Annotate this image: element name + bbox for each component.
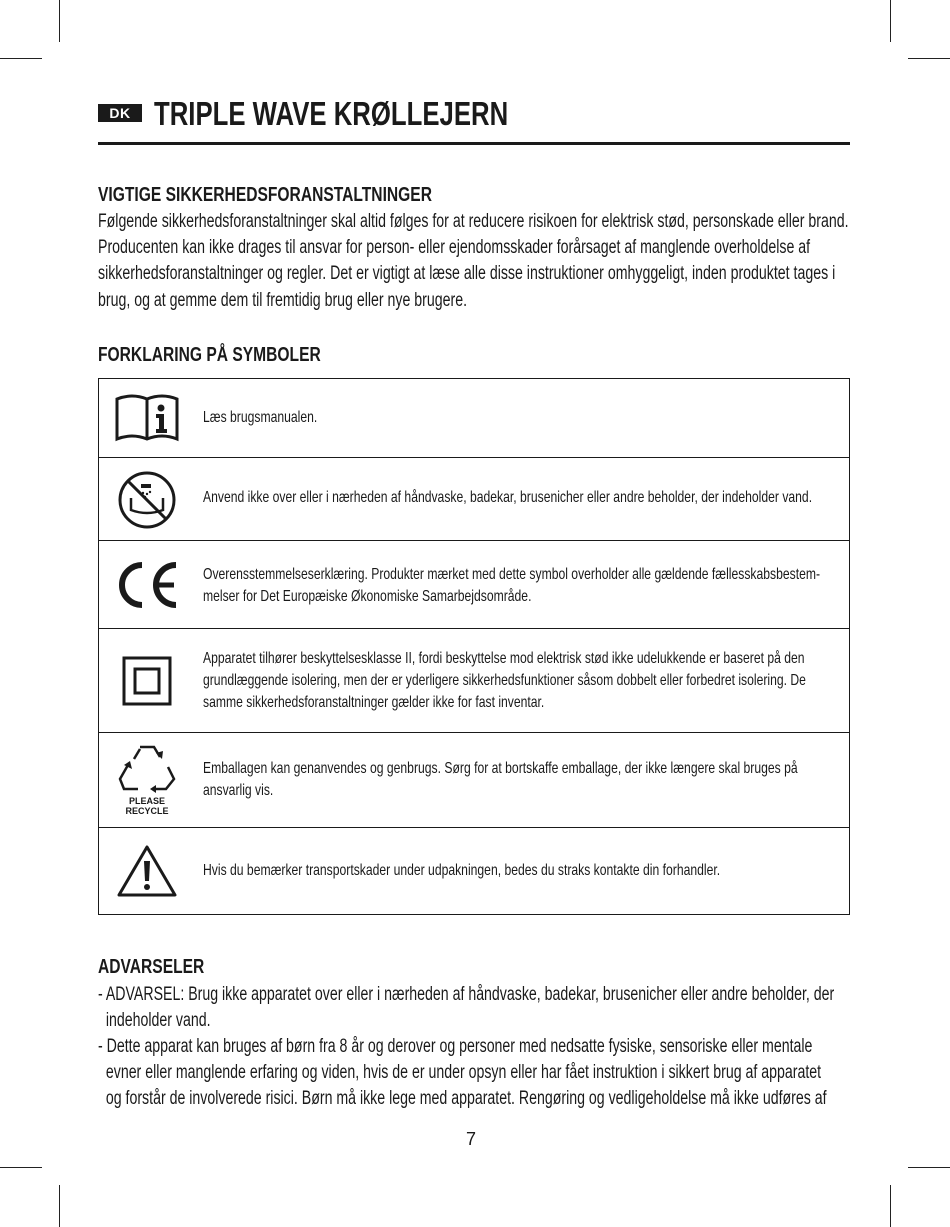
- symbol-row: [99, 828, 849, 914]
- symbols-heading: FORKLARING PÅ SYMBOLER: [98, 344, 321, 366]
- title-divider: [98, 142, 850, 145]
- safety-paragraph-line: Følgende sikkerhedsforanstaltninger skal altid følges for at reducere risikoen for elektrisk stød, personskade eller brand.: [98, 211, 849, 232]
- symbol-description: Hvis du bemærker transportskader under udpakningen, bedes du straks kontakte din forhandler.: [203, 862, 721, 879]
- safety-paragraph-line: Producenten kan ikke drages til ansvar for person- eller ejendomsskader forårsaget af manglende overholdelse af: [98, 237, 811, 258]
- warning-line: evner eller manglende erfaring og viden, hvis de er under opsyn eller har fået instruktion i sikkert brug af apparatet: [98, 1062, 822, 1083]
- crop-mark: [59, 1185, 60, 1227]
- class-ii-icon: [111, 629, 183, 733]
- page-title: TRIPLE WAVE KRØLLEJERN: [154, 95, 509, 132]
- symbol-row: [99, 733, 849, 828]
- recycle-icon: [111, 741, 183, 821]
- crop-mark: [0, 58, 42, 59]
- crop-mark: [890, 1185, 891, 1227]
- warning-line: - Dette apparat kan bruges af børn fra 8 år og derover og personer med nedsatte fysiske, sensoriske eller mentale: [98, 1036, 813, 1057]
- safety-heading: VIGTIGE SIKKERHEDSFORANSTALTNINGER: [98, 184, 432, 206]
- crop-mark: [890, 0, 891, 42]
- symbol-description: Emballagen kan genanvendes og genbrugs. Sørg for at bortskaffe emballage, der ikke længere skal bruges på ansvarlig vis.: [203, 760, 798, 799]
- symbol-row: [99, 629, 849, 733]
- crop-mark: [59, 0, 60, 42]
- safety-paragraph-line: brug, og at gemme dem til fremtidig brug eller nye brugere.: [98, 290, 468, 311]
- symbol-row: [99, 379, 849, 458]
- no-water-icon: [111, 458, 183, 541]
- symbol-row: [99, 458, 849, 541]
- crop-mark: [908, 58, 950, 59]
- symbol-description: Apparatet tilhører beskyttelsesklasse II, fordi beskyttelse mod elektrisk stød ikke udelukkende er baseret på den grundlæggende isolering, men der er yderligere sikkerhedsfunktioner såsom dobbelt eller forbedret isolering. De samme sikkerhedsforanstaltninger gælder ikke for fast inventar.: [203, 650, 806, 711]
- crop-mark: [908, 1167, 950, 1168]
- symbol-description: Anvend ikke over eller i nærheden af håndvaske, badekar, brusenicher eller andre beholder, der indeholder vand.: [203, 489, 813, 506]
- page-number: 7: [466, 1129, 477, 1149]
- title-row: [98, 92, 850, 136]
- warning-line: indeholder vand.: [98, 1010, 211, 1031]
- crop-mark: [0, 1167, 42, 1168]
- warning-icon: [111, 828, 183, 914]
- language-badge: DK: [98, 104, 142, 122]
- symbol-description: Overensstemmelseserklæring. Produkter mærket med dette symbol overholder alle gældende fællesskabsbestem- melser for Det Europæiske Økonomiske Samarbejdsområde.: [203, 566, 821, 605]
- warning-line: og forstår de involverede risici. Børn må ikke lege med apparatet. Rengøring og vedligeholdelse må ikke udføres af: [98, 1088, 827, 1109]
- symbols-table: [98, 378, 850, 915]
- warning-line: - ADVARSEL: Brug ikke apparatet over eller i nærheden af håndvaske, badekar, brusenicher eller andre beholder, der: [98, 984, 835, 1005]
- recycle-label: PLEASE: [128, 796, 165, 806]
- symbol-row: [99, 541, 849, 629]
- ce-mark-icon: [111, 541, 183, 629]
- manual-info-icon: [111, 379, 183, 458]
- symbol-description: Læs brugsmanualen.: [203, 409, 318, 426]
- safety-paragraph-line: sikkerhedsforanstaltninger og regler. Det er vigtigt at læse alle disse instruktioner omhyggeligt, inden produktet tages i: [98, 263, 836, 284]
- warnings-heading: ADVARSELER: [98, 956, 205, 978]
- recycle-label: RECYCLE: [125, 806, 169, 816]
